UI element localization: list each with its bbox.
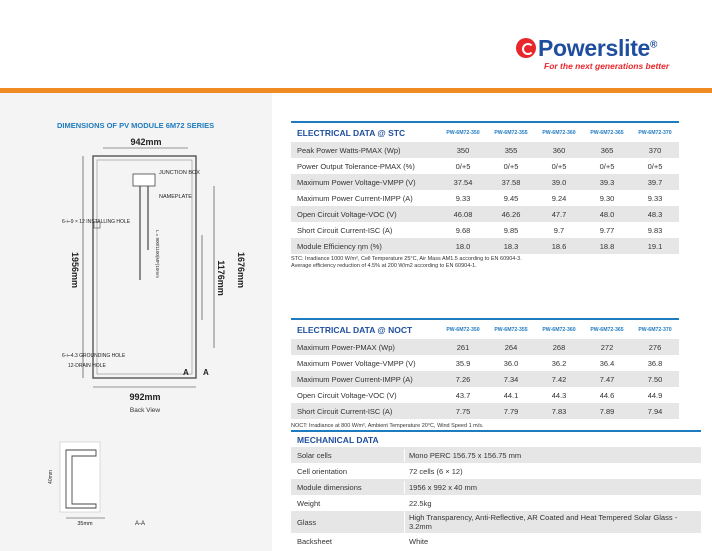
stc-title: ELECTRICAL DATA @ STC [297, 127, 406, 138]
mechanical-rows [291, 447, 701, 549]
stc-note-2: Average efficiency reduction of 4.5% at 200 W/m2 according to EN 60904-1. [291, 263, 477, 269]
cell: 9.45 [503, 193, 519, 203]
noct-note: NOCT: Irradiance at 800 W/m², Ambient Temperature 20°C, Wind Speed 1 m/s. [291, 423, 484, 429]
row-label: Module dimensions [297, 482, 362, 492]
cell: 18.3 [503, 241, 519, 251]
cell: 44.1 [503, 390, 519, 400]
cell: 261 [456, 342, 470, 352]
cell: 36.4 [599, 358, 615, 368]
stc-rows [291, 142, 679, 254]
row-label: Short Circuit Current-ISC (A) [297, 225, 393, 235]
section-aa-label: A-A [135, 521, 146, 527]
cell: 43.7 [455, 390, 471, 400]
row-label: Peak Power Watts-PMAX (Wp) [297, 145, 401, 155]
cell: 47.7 [551, 209, 567, 219]
table-row [291, 142, 679, 158]
row-label: Open Circuit Voltage-VOC (V) [297, 209, 397, 219]
stc-header [291, 121, 679, 142]
cell: 48.0 [599, 209, 615, 219]
table-row [291, 387, 679, 403]
cell: 44.9 [647, 390, 663, 400]
cell: 0/+5 [647, 161, 663, 171]
cell: 37.58 [501, 177, 521, 187]
width-top-label: 942mm [130, 137, 162, 147]
table-row [291, 174, 679, 190]
table-row [291, 495, 701, 511]
cell: 365 [600, 145, 614, 155]
cell: 9.33 [455, 193, 471, 203]
cell: 0/+5 [503, 161, 519, 171]
grounding-hole-label: 6-⊢4.3 GROUNDING HOLE [62, 353, 126, 359]
cell: 7.50 [647, 374, 663, 384]
cell: 9.77 [599, 225, 615, 235]
height-inner-label: 1176mm [216, 260, 226, 296]
table-row [291, 339, 679, 355]
profile-width-label: 35mm [77, 521, 93, 527]
table-row [291, 463, 701, 479]
cell: 44.6 [599, 390, 615, 400]
table-row [291, 371, 679, 387]
cell: 36.0 [503, 358, 519, 368]
mechanical-header [291, 430, 701, 447]
brand-name: Powerslite® [538, 35, 658, 61]
nameplate-label: NAMEPLATE [159, 194, 192, 200]
section-a2-label: A [203, 368, 209, 377]
stc-col: PW-6M72-365 [590, 129, 624, 136]
cell: 7.89 [599, 406, 615, 416]
cell: 7.42 [551, 374, 567, 384]
brand-logo [516, 36, 686, 76]
table-row [291, 403, 679, 419]
row-label: Solar cells [297, 450, 332, 460]
cell: 46.26 [501, 209, 521, 219]
row-label: Module Efficiency ηm (%) [297, 241, 382, 251]
stc-col: PW-6M72-350 [446, 129, 480, 136]
stc-note-1: STC: Irradiance 1000 W/m², Cell Temperature 25°C, Air Mass AM1.5 according to EN 60904-3. [291, 256, 522, 262]
installing-hole-label: 6-⊢9 × 12 INSTALLING HOLE [62, 219, 131, 225]
cell: 272 [600, 342, 614, 352]
cell: 0/+5 [599, 161, 615, 171]
back-view-label: Back View [129, 407, 161, 414]
row-label: Maximum Power-PMAX (Wp) [297, 342, 395, 352]
cell: 7.94 [647, 406, 663, 416]
cell: 7.83 [551, 406, 567, 416]
stc-table [291, 121, 679, 254]
row-label: Maximum Power Voltage-VMPP (V) [297, 358, 416, 368]
table-row [291, 190, 679, 206]
cell: 0/+5 [551, 161, 567, 171]
row-label: Maximum Power Voltage-VMPP (V) [297, 177, 416, 187]
profile-height-label: 40mm [48, 470, 54, 484]
cell: 7.26 [455, 374, 471, 384]
cell: 35.9 [455, 358, 471, 368]
cell: 9.24 [551, 193, 567, 203]
cell: 360 [552, 145, 566, 155]
cell: White [404, 535, 701, 548]
row-label: Open Circuit Voltage-VOC (V) [297, 390, 397, 400]
table-row [291, 479, 701, 495]
cell: 18.0 [455, 241, 471, 251]
mechanical-table [291, 430, 701, 549]
cell: High Transparency, Anti-Reflective, AR Coated and Heat Tempered Solar Glass - 3.2mm [404, 511, 701, 533]
junction-box [133, 174, 155, 186]
stc-col: PW-6M72-355 [494, 129, 528, 136]
noct-rows [291, 339, 679, 419]
cell: 9.7 [553, 225, 565, 235]
width-bottom-label: 992mm [129, 392, 161, 402]
cell: 36.2 [551, 358, 567, 368]
cell: 39.3 [599, 177, 615, 187]
height-left-label: 1956mm [70, 251, 80, 289]
cell: 18.8 [599, 241, 615, 251]
brand-tagline: For the next generations better [544, 61, 670, 71]
cell: 44.3 [551, 390, 567, 400]
noct-col: PW-6M72-370 [638, 326, 672, 333]
row-label: Maximum Power Current-IMPP (A) [297, 193, 413, 203]
noct-col: PW-6M72-355 [494, 326, 528, 333]
panel-frame [93, 156, 196, 378]
noct-col: PW-6M72-360 [542, 326, 576, 333]
cell: 7.79 [503, 406, 519, 416]
cell: 39.7 [647, 177, 663, 187]
cell: 268 [552, 342, 566, 352]
cell: 72 cells (6 × 12) [404, 465, 701, 478]
cell: Mono PERC 156.75 x 156.75 mm [404, 449, 701, 462]
powerslite-logo-icon [516, 38, 536, 58]
panel-inner-frame [97, 160, 192, 374]
row-label: Short Circuit Current-ISC (A) [297, 406, 393, 416]
cell: 7.34 [503, 374, 519, 384]
cell: 7.47 [599, 374, 615, 384]
cell: 18.6 [551, 241, 567, 251]
noct-col: PW-6M72-365 [590, 326, 624, 333]
table-row [291, 511, 701, 533]
height-right-label: 1676mm [236, 251, 246, 289]
cell: 9.83 [647, 225, 663, 235]
stc-note [291, 256, 522, 270]
cell: 9.85 [503, 225, 519, 235]
mechanical-title: MECHANICAL DATA [297, 434, 379, 445]
cell: 22.5kg [404, 497, 701, 510]
cable-length-label: L = 900/1100(MF)10mm [155, 230, 160, 278]
cell: 19.1 [647, 241, 663, 251]
stc-col: PW-6M72-360 [542, 129, 576, 136]
cell: 264 [504, 342, 518, 352]
table-row [291, 222, 679, 238]
table-row [291, 355, 679, 371]
row-label: Cell orientation [297, 466, 348, 476]
dimensions-title: DIMENSIONS OF PV MODULE 6M72 SERIES [57, 121, 215, 130]
cell: 350 [456, 145, 470, 155]
row-label: Weight [297, 498, 321, 508]
row-label: Glass [297, 517, 317, 527]
table-row [291, 206, 679, 222]
cell: 276 [648, 342, 662, 352]
cell: 0/+5 [455, 161, 471, 171]
cell: 48.3 [647, 209, 663, 219]
module-dimension-drawing [0, 130, 272, 551]
table-row [291, 238, 679, 254]
row-label: Power Output Tolerance-PMAX (%) [297, 161, 415, 171]
section-a1-label: A [183, 368, 189, 377]
noct-header [291, 318, 679, 339]
cell: 46.08 [453, 209, 473, 219]
cell: 355 [504, 145, 518, 155]
table-row [291, 447, 701, 463]
row-label: Backsheet [297, 536, 333, 546]
cell: 39.0 [551, 177, 567, 187]
cell: 9.30 [599, 193, 615, 203]
noct-title: ELECTRICAL DATA @ NOCT [297, 324, 413, 335]
cell: 7.75 [455, 406, 471, 416]
row-label: Maximum Power Current-IMPP (A) [297, 374, 413, 384]
cell: 9.33 [647, 193, 663, 203]
noct-table [291, 318, 679, 419]
cell: 370 [648, 145, 662, 155]
stc-col: PW-6M72-370 [638, 129, 672, 136]
noct-col: PW-6M72-350 [446, 326, 480, 333]
table-row [291, 158, 679, 174]
cell: 37.54 [453, 177, 473, 187]
cell: 9.68 [455, 225, 471, 235]
table-row [291, 533, 701, 549]
drain-hole-label: 12-DRAIN HOLE [68, 363, 106, 369]
junction-box-label: JUNCTION BOX [159, 170, 200, 176]
cell: 36.8 [647, 358, 663, 368]
cell: 1956 x 992 x 40 mm [404, 481, 701, 494]
